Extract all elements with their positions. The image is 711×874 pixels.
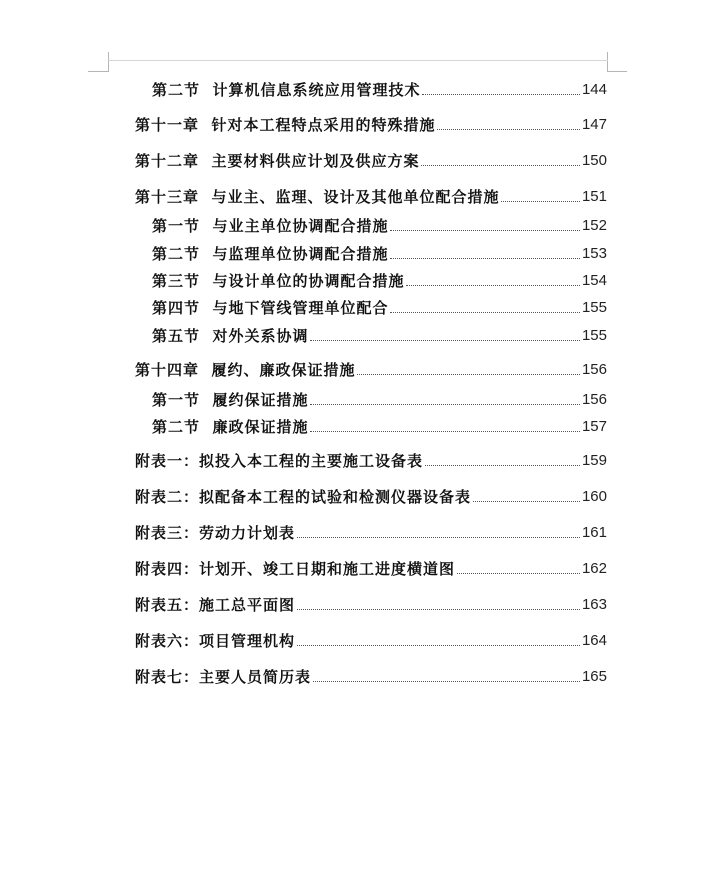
toc-entry-title: 项目管理机构	[199, 632, 296, 650]
toc-entry-title: 与地下管线管理单位配合	[212, 299, 389, 317]
toc-entry-title: 与监理单位协调配合措施	[212, 245, 389, 263]
dot-leader	[310, 431, 580, 432]
toc-entry-title: 拟配备本工程的试验和检测仪器设备表	[199, 488, 472, 506]
toc-entry-number: 第十三章	[135, 188, 212, 206]
dot-leader	[390, 230, 580, 231]
toc-entry-title: 针对本工程特点采用的特殊措施	[211, 116, 436, 134]
dot-leader	[390, 312, 580, 313]
dot-leader	[406, 285, 580, 286]
toc-entry-title: 计算机信息系统应用管理技术	[212, 81, 421, 99]
dot-leader	[297, 609, 580, 610]
toc-entry-page: 152	[581, 217, 607, 234]
toc-entry-number: 第一节	[152, 217, 213, 235]
dot-leader	[422, 94, 580, 95]
dot-leader	[501, 201, 580, 202]
crop-mark-top-left-vertical	[108, 52, 109, 72]
toc-entry-page: 157	[581, 418, 607, 435]
toc-entry[interactable]	[135, 556, 607, 578]
toc-entry-number: 第十二章	[135, 152, 212, 170]
toc-entry[interactable]	[152, 241, 607, 263]
toc-entry[interactable]	[135, 448, 607, 470]
toc-entry[interactable]	[135, 664, 607, 686]
dot-leader	[473, 501, 580, 502]
toc-entry[interactable]	[135, 628, 607, 650]
toc-entry[interactable]	[152, 213, 607, 235]
crop-mark-top-right-vertical	[607, 52, 608, 72]
toc-entry-number: 附表二：	[135, 488, 200, 506]
dot-leader	[310, 340, 580, 341]
toc-entry-page: 159	[581, 452, 607, 469]
toc-entry-page: 155	[581, 299, 607, 316]
dot-leader	[457, 573, 580, 574]
dot-leader	[437, 129, 580, 130]
dot-leader	[421, 165, 580, 166]
toc-entry[interactable]	[135, 357, 607, 379]
toc-entry-number: 第十四章	[135, 361, 212, 379]
toc-entry-page: 147	[581, 116, 607, 133]
toc-entry-number: 第十一章	[135, 116, 212, 134]
toc-entry[interactable]	[135, 184, 607, 206]
toc-entry-number: 附表三：	[135, 524, 200, 542]
toc-entry-page: 144	[581, 81, 607, 98]
toc-entry[interactable]	[152, 323, 607, 345]
toc-entry[interactable]	[152, 268, 607, 290]
toc-entry-page: 165	[581, 668, 607, 685]
toc-entry-page: 160	[581, 488, 607, 505]
toc-entry-title: 与设计单位的协调配合措施	[212, 272, 405, 290]
toc-entry-number: 第二节	[152, 418, 213, 436]
toc-entry[interactable]	[152, 414, 607, 436]
toc-entry-page: 151	[581, 188, 607, 205]
toc-entry-number: 第五节	[152, 327, 213, 345]
crop-mark-top-right-horizontal	[607, 71, 627, 72]
dot-leader	[425, 465, 580, 466]
dot-leader	[310, 404, 580, 405]
toc-entry-number: 第二节	[152, 245, 213, 263]
dot-leader	[297, 645, 580, 646]
crop-mark-top-left-horizontal	[88, 71, 108, 72]
toc-entry-title: 计划开、竣工日期和施工进度横道图	[199, 560, 456, 578]
toc-entry-number: 附表五：	[135, 596, 200, 614]
toc-entry-title: 劳动力计划表	[199, 524, 296, 542]
toc-entry-title: 与业主单位协调配合措施	[212, 217, 389, 235]
toc-entry[interactable]	[135, 520, 607, 542]
toc-entry-page: 162	[581, 560, 607, 577]
toc-entry-title: 主要材料供应计划及供应方案	[211, 152, 420, 170]
toc-entry[interactable]	[152, 387, 607, 409]
toc-entry-page: 156	[581, 391, 607, 408]
toc-entry-number: 第三节	[152, 272, 213, 290]
toc-entry-title: 与业主、监理、设计及其他单位配合措施	[211, 188, 500, 206]
toc-entry-title: 对外关系协调	[212, 327, 309, 345]
dot-leader	[357, 374, 580, 375]
toc-entry[interactable]	[152, 77, 607, 99]
toc-entry-page: 153	[581, 245, 607, 262]
toc-entry-page: 161	[581, 524, 607, 541]
toc-entry-page: 150	[581, 152, 607, 169]
toc-entry-title: 廉政保证措施	[212, 418, 309, 436]
toc-entry-page: 156	[581, 361, 607, 378]
toc-entry-number: 附表六：	[135, 632, 200, 650]
toc-entry-number: 附表一：	[135, 452, 200, 470]
toc-entry-title: 履约、廉政保证措施	[211, 361, 356, 379]
toc-entry[interactable]	[135, 148, 607, 170]
toc-entry[interactable]	[135, 112, 607, 134]
toc-entry-title: 施工总平面图	[199, 596, 296, 614]
toc-entry-title: 拟投入本工程的主要施工设备表	[199, 452, 424, 470]
toc-entry-title: 主要人员简历表	[199, 668, 312, 686]
dot-leader	[390, 258, 580, 259]
toc-entry-page: 154	[581, 272, 607, 289]
header-rule	[108, 60, 608, 61]
toc-entry-number: 第四节	[152, 299, 213, 317]
toc-entry[interactable]	[135, 484, 607, 506]
toc-entry-page: 155	[581, 327, 607, 344]
dot-leader	[313, 681, 580, 682]
toc-entry-number: 第一节	[152, 391, 213, 409]
toc-entry-number: 第二节	[152, 81, 213, 99]
toc-entry-number: 附表四：	[135, 560, 200, 578]
toc-entry[interactable]	[152, 295, 607, 317]
toc-entry-page: 164	[581, 632, 607, 649]
toc-entry-title: 履约保证措施	[212, 391, 309, 409]
toc-entry-number: 附表七：	[135, 668, 200, 686]
dot-leader	[297, 537, 580, 538]
toc-entry-page: 163	[581, 596, 607, 613]
toc-entry[interactable]	[135, 592, 607, 614]
